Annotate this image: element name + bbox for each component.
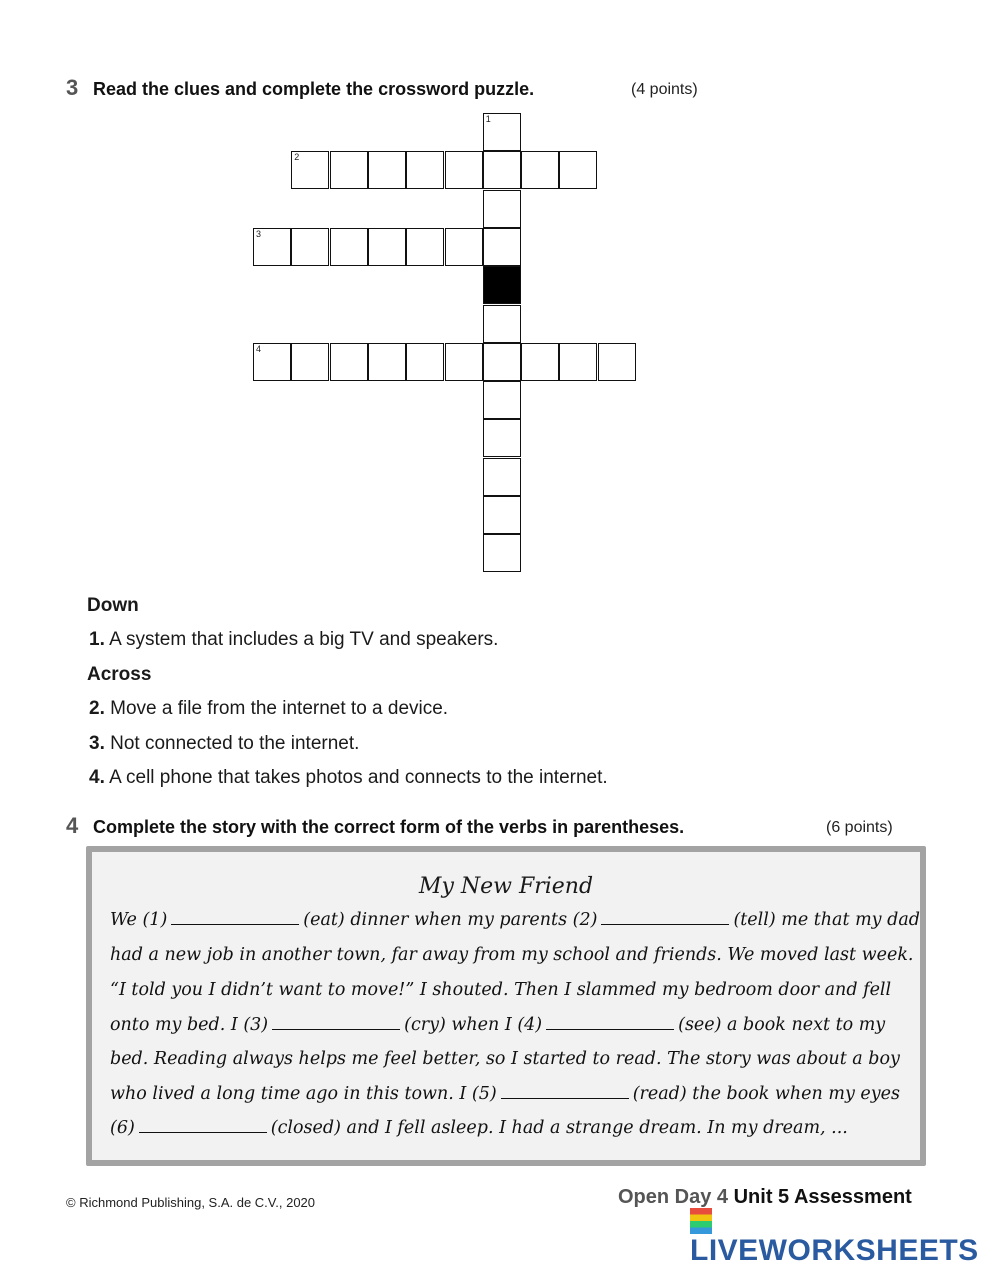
story-text: (cry) when I (4) xyxy=(404,1015,543,1035)
logo-icon xyxy=(690,1208,712,1234)
story-text: (tell) me that my dad xyxy=(733,910,920,930)
crossword-cell[interactable] xyxy=(406,228,444,266)
story-line-5 xyxy=(110,1049,900,1069)
section-4-points: (6 points) xyxy=(826,819,893,836)
clue-number: 2. xyxy=(89,698,105,719)
crossword-cell[interactable] xyxy=(483,113,521,151)
clue-number-label: 2 xyxy=(294,152,300,163)
copyright: © Richmond Publishing, S.A. de C.V., 2020 xyxy=(66,1195,316,1210)
liveworksheets-logo xyxy=(690,1208,999,1267)
across-clue-3 xyxy=(89,733,359,755)
crossword-cell[interactable] xyxy=(559,151,597,189)
crossword-cell[interactable] xyxy=(483,419,521,457)
crossword-cell[interactable] xyxy=(291,343,329,381)
clue-text: Not connected to the internet. xyxy=(110,733,360,754)
crossword-cell[interactable] xyxy=(483,381,521,419)
crossword-black-cell xyxy=(483,266,521,304)
crossword-cell[interactable] xyxy=(521,151,559,189)
logo-text: LIVEWORKSHEETS xyxy=(690,1234,979,1267)
crossword-cell[interactable] xyxy=(483,343,521,381)
crossword-cell[interactable] xyxy=(445,151,483,189)
story-text: “I told you I didn’t want to move!” I shouted. Then I slammed my bedroom door and fell xyxy=(110,980,892,1000)
section-3-number: 3 xyxy=(66,75,79,100)
down-heading: Down xyxy=(87,595,139,616)
clue-text: Move a file from the internet to a device. xyxy=(110,698,449,719)
crossword-cell[interactable] xyxy=(559,343,597,381)
clue-number-label: 4 xyxy=(256,343,262,354)
story-text: (see) a book next to my xyxy=(678,1015,886,1035)
clue-text: A system that includes a big TV and speakers. xyxy=(109,629,499,650)
across-heading: Across xyxy=(87,664,152,685)
story-text: (6) xyxy=(110,1118,135,1138)
answer-blank-3[interactable] xyxy=(272,1015,400,1030)
crossword-cell[interactable] xyxy=(253,228,291,266)
crossword-cell[interactable] xyxy=(368,151,406,189)
story-line-3 xyxy=(110,980,891,1000)
clue-text: A cell phone that takes photos and connects to the internet. xyxy=(109,767,608,788)
crossword-cell[interactable] xyxy=(406,343,444,381)
across-clue-4 xyxy=(89,767,608,789)
crossword-cell[interactable] xyxy=(406,151,444,189)
clue-number-label: 3 xyxy=(256,228,262,239)
crossword-cell[interactable] xyxy=(483,228,521,266)
story-text: (read) the book when my eyes xyxy=(632,1084,900,1104)
section-4-title: Complete the story with the correct form of the verbs in parentheses. xyxy=(93,817,685,837)
crossword-cell[interactable] xyxy=(445,228,483,266)
crossword-cell[interactable] xyxy=(483,305,521,343)
down-clue-1 xyxy=(89,629,498,651)
story-text: onto my bed. I (3) xyxy=(110,1015,269,1035)
across-clue-2 xyxy=(89,698,448,720)
story-line-1 xyxy=(110,910,920,930)
crossword-cell[interactable] xyxy=(368,343,406,381)
section-3-points: (4 points) xyxy=(631,81,698,98)
answer-blank-1[interactable] xyxy=(171,910,299,925)
story-text: (closed) and I fell asleep. I had a strange dream. In my dream, ... xyxy=(270,1118,848,1138)
answer-blank-5[interactable] xyxy=(501,1084,629,1099)
story-line-7 xyxy=(110,1118,848,1138)
crossword-cell[interactable] xyxy=(445,343,483,381)
crossword-cell[interactable] xyxy=(483,151,521,189)
crossword-cell[interactable] xyxy=(368,228,406,266)
story-text: had a new job in another town, far away from my school and friends. We moved last week. xyxy=(110,945,914,965)
clue-number-label: 1 xyxy=(485,114,491,124)
story-box xyxy=(86,846,926,1166)
clue-number: 1. xyxy=(89,629,105,650)
section-4-number: 4 xyxy=(66,813,79,838)
unit-title: Unit 5 Assessment xyxy=(733,1186,912,1208)
clue-number: 4. xyxy=(89,767,105,788)
assessment-label xyxy=(618,1186,912,1209)
story-line-6 xyxy=(110,1084,900,1104)
answer-blank-4[interactable] xyxy=(546,1015,674,1030)
section-3-title: Read the clues and complete the crossword puzzle. xyxy=(93,79,535,99)
answer-blank-2[interactable] xyxy=(601,910,729,925)
crossword-grid xyxy=(0,0,999,600)
crossword-cell[interactable] xyxy=(330,228,368,266)
crossword-cell[interactable] xyxy=(483,458,521,496)
story-text: who lived a long time ago in this town. I (5) xyxy=(110,1084,497,1104)
crossword-cell[interactable] xyxy=(253,343,291,381)
crossword-cell[interactable] xyxy=(330,151,368,189)
crossword-cell[interactable] xyxy=(483,534,521,572)
story-title: My New Friend xyxy=(418,874,594,899)
crossword-cell[interactable] xyxy=(598,343,636,381)
book-title: Open Day 4 xyxy=(618,1186,729,1208)
story-line-2 xyxy=(110,945,914,965)
crossword-cell[interactable] xyxy=(483,190,521,228)
crossword-cell[interactable] xyxy=(291,151,329,189)
story-line-4 xyxy=(110,1015,885,1035)
story-text: (eat) dinner when my parents (2) xyxy=(303,910,598,930)
answer-blank-6[interactable] xyxy=(139,1118,267,1133)
story-text: We (1) xyxy=(110,910,168,930)
crossword-cell[interactable] xyxy=(521,343,559,381)
crossword-cell[interactable] xyxy=(483,496,521,534)
clue-number: 3. xyxy=(89,733,105,754)
crossword-cell[interactable] xyxy=(330,343,368,381)
crossword-cell[interactable] xyxy=(291,228,329,266)
story-text: bed. Reading always helps me feel better, so I started to read. The story was about a boy xyxy=(110,1049,900,1069)
